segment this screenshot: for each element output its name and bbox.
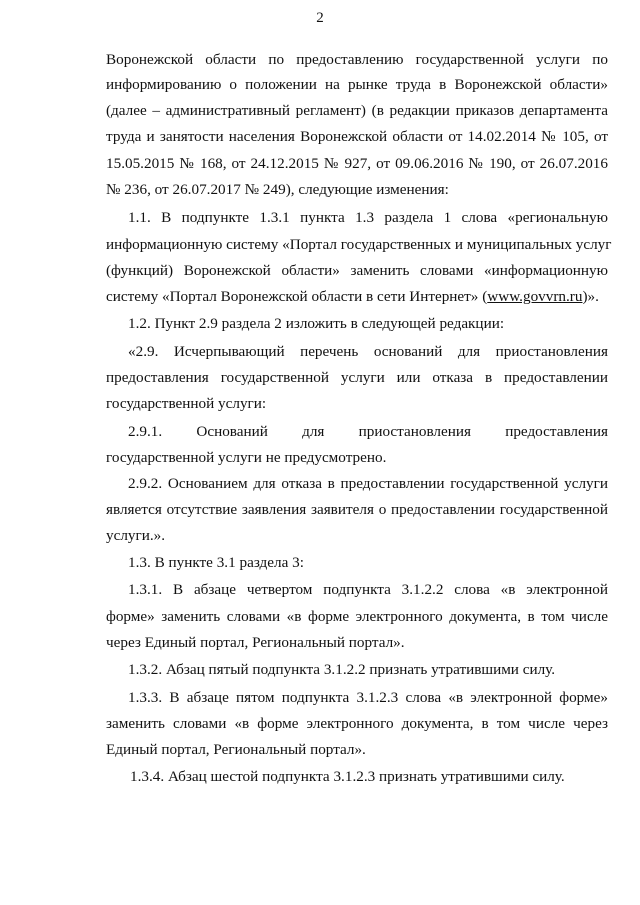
text-line: государственной услуги не предусмотрено. [106,449,387,466]
text-line: Единый портал, Региональный портал». [106,741,366,758]
text-line: заменить словами «в форме электронного документа, в том числе через [106,715,608,732]
text-line: 1.3. В пункте 3.1 раздела 3: [128,554,304,571]
text-line: (функций) Воронежской области» заменить словами «информационную [106,262,608,279]
text-line: услуги.». [106,527,166,544]
text-line: является отсутствие заявления заявителя о предоставлении государственной [106,501,608,518]
text-line-part: систему «Портал Воронежской области в сети Интернет» ( [106,288,488,305]
text-line-part: )». [582,288,599,305]
text-line: Воронежской области по предоставлению государственной услуги по [106,51,608,68]
text-line: предоставления государственной услуги или отказа в предоставлении [106,369,608,386]
text-line: (далее – административный регламент) (в редакции приказов департамента [106,102,608,119]
text-line [106,287,608,307]
text-line: 15.05.2015 № 168, от 24.12.2015 № 927, от 09.06.2016 № 190, от 26.07.2016 [106,155,608,172]
text-line: государственной услуги: [106,395,267,412]
text-line: 1.3.3. В абзаце пятом подпункта 3.1.2.3 слова «в электронной форме» [128,689,608,706]
text-line: 2.9.2. Основанием для отказа в предоставлении государственной услуги [128,475,608,492]
text-line: 1.3.2. Абзац пятый подпункта 3.1.2.2 признать утратившими силу. [128,661,556,678]
text-line: труда и занятости населения Воронежской области от 14.02.2014 № 105, от [106,128,608,145]
text-line: 1.1. В подпункте 1.3.1 пункта 1.3 раздела 1 слова «региональную [128,209,608,226]
text-line: через Единый портал, Региональный портал». [106,634,405,651]
website-link[interactable]: www.govvrn.ru [487,288,583,305]
text-line: № 236, от 26.07.2017 № 249), следующие изменения: [106,181,449,198]
text-line: информационную систему «Портал государственных и муниципальных услуг [106,236,612,253]
text-line: «2.9. Исчерпывающий перечень оснований для приостановления [128,343,608,360]
page-number: 2 [316,10,324,26]
text-line: 1.3.1. В абзаце четвертом подпункта 3.1.2.2 слова «в электронной [128,581,608,598]
text-line: 1.2. Пункт 2.9 раздела 2 изложить в следующей редакции: [128,315,505,332]
text-line: форме» заменить словами «в форме электронного документа, в том числе [106,608,608,625]
text-line: 2.9.1. Оснований для приостановления предоставления [128,423,608,440]
text-line: 1.3.4. Абзац шестой подпункта 3.1.2.3 признать утратившими силу. [130,768,565,785]
text-line: информированию о положении на рынке труда в Воронежской области» [106,76,608,93]
